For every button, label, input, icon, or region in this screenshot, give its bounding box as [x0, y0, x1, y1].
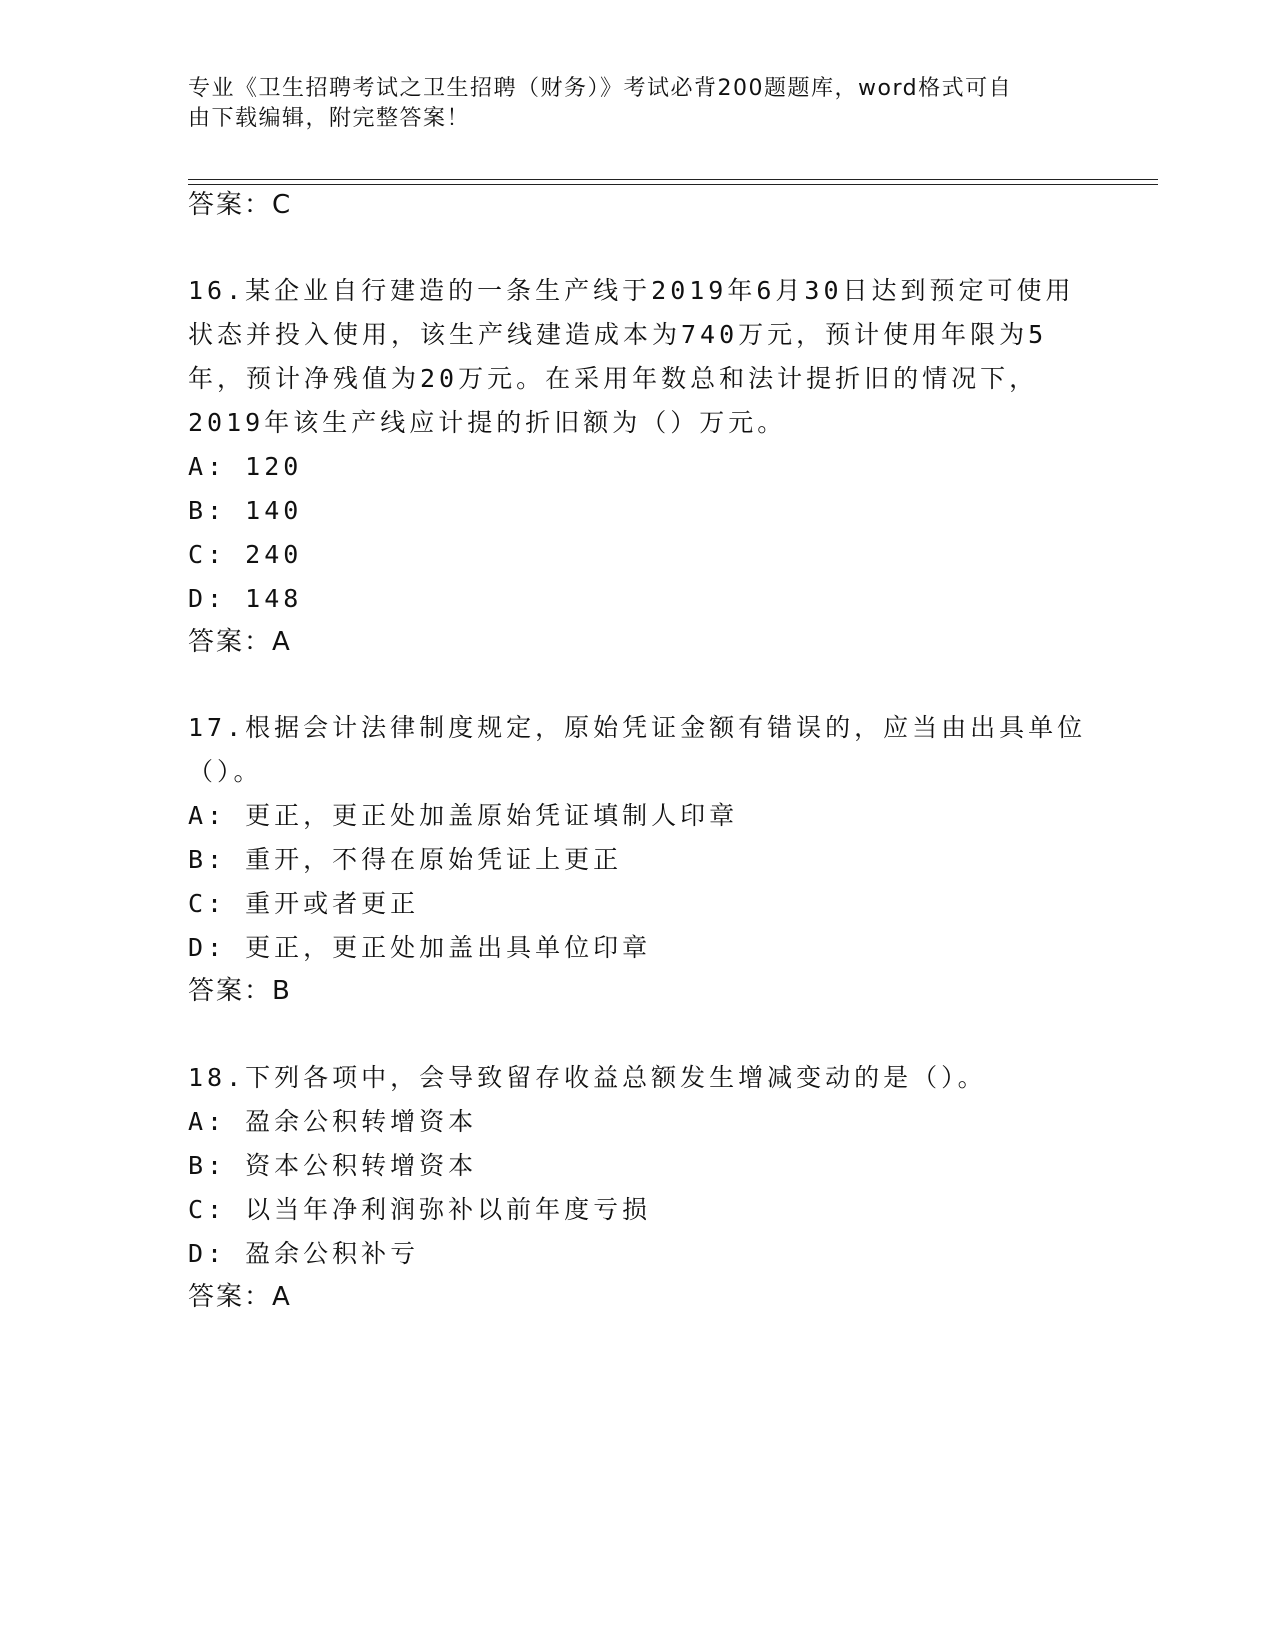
question-text-line: 状态并投入使用，该生产线建造成本为740万元，预计使用年限为5	[188, 320, 1048, 349]
question-text-line: 年，预计净残值为20万元。在采用年数总和法计提折旧的情况下，	[188, 364, 1039, 393]
option-a: A: 盈余公积转增资本	[188, 1107, 478, 1136]
option-b: B: 重开，不得在原始凭证上更正	[188, 845, 623, 874]
document-header	[188, 74, 1088, 134]
option-b: B: 140	[188, 496, 303, 525]
header-divider-bottom	[188, 184, 1158, 185]
header-line-1: 专业《卫生招聘考试之卫生招聘（财务）》考试必背200题题库，word格式可自	[188, 76, 1013, 101]
option-a: A: 120	[188, 452, 303, 481]
answer-line: 答案：A	[188, 1282, 292, 1312]
option-a: A: 更正，更正处加盖原始凭证填制人印章	[188, 801, 739, 830]
previous-answer: 答案：C	[188, 190, 293, 220]
option-d: D: 148	[188, 584, 303, 613]
question-text-line: （）。	[188, 757, 263, 786]
option-b: B: 资本公积转增资本	[188, 1151, 478, 1180]
answer-line: 答案：B	[188, 976, 292, 1006]
question-text-line: 16.某企业自行建造的一条生产线于2019年6月30日达到预定可使用	[188, 276, 1075, 305]
option-d: D: 更正，更正处加盖出具单位印章	[188, 933, 652, 962]
question-text-line: 18.下列各项中，会导致留存收益总额发生增减变动的是（）。	[188, 1063, 987, 1092]
answer-line: 答案：A	[188, 627, 292, 657]
option-d: D: 盈余公积补亏	[188, 1239, 420, 1268]
header-divider-top	[188, 179, 1158, 180]
question-text-line: 2019年该生产线应计提的折旧额为（）万元。	[188, 408, 787, 437]
option-c: C: 以当年净利润弥补以前年度亏损	[188, 1195, 652, 1224]
option-c: C: 240	[188, 540, 303, 569]
header-line-2: 由下载编辑，附完整答案！	[188, 106, 471, 131]
question-text-line: 17.根据会计法律制度规定，原始凭证金额有错误的，应当由出具单位	[188, 713, 1087, 742]
option-c: C: 重开或者更正	[188, 889, 420, 918]
